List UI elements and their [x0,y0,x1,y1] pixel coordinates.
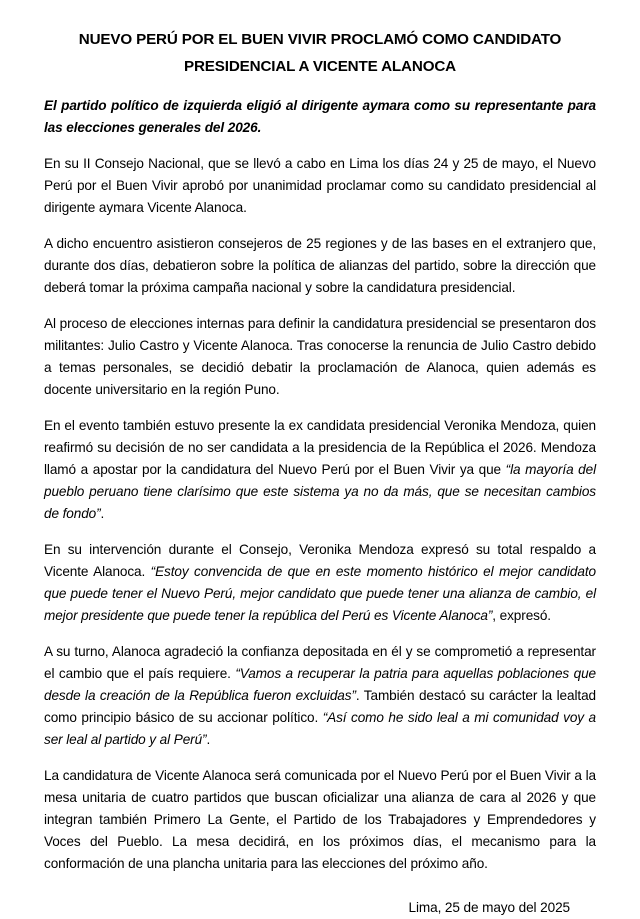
paragraph-text: A dicho encuentro asistieron consejeros de 25 regiones y de las bases en el extranjero que, durante dos días, debatieron sobre la política de alianzas del partido, sobre la dirección que deberá tomar la próxima campaña nacional y sobre la candidatura presidencial. [44,236,596,295]
body-paragraph [44,539,596,627]
paragraph-text: . También destacó su carácter la lealtad como principio básico de su accionar político. [44,688,596,725]
quoted-statement: “Así como he sido leal a mi comunidad voy a ser leal al partido y al Perú” [44,710,596,747]
paragraph-text: . [100,506,105,521]
lead-paragraph: El partido político de izquierda eligió al dirigente aymara como su representante para las elecciones generales del 2026. [44,98,596,135]
body-paragraph [44,233,596,299]
quoted-statement: “la mayoría del pueblo peruano tiene clarísimo que este sistema ya no da más, que se necesitan cambios de fondo” [44,462,597,521]
dateline: Lima, 25 de mayo del 2025 [408,900,570,915]
article-body [44,153,596,875]
body-paragraph [44,313,596,401]
body-paragraph [44,765,596,875]
quoted-statement: “Estoy convencida de que en este momento histórico el mejor candidato que puede tener el Nuevo Perú, mejor candidato que puede tener una alianza de cambio, el mejor presidente que puede tener la república del Perú es Vicente Alanoca” [44,564,596,623]
paragraph-text: . [206,732,211,747]
page-title: NUEVO PERÚ POR EL BUEN VIVIR PROCLAMÓ COMO CANDIDATO PRESIDENCIAL A VICENTE ALANOCA [78,31,562,75]
paragraph-text: En su II Consejo Nacional, que se llevó a cabo en Lima los días 24 y 25 de mayo, el Nuevo Perú por el Buen Vivir aprobó por unanimidad proclamar como su candidato presidencial al dirigente aymara Vicente Alanoca. [44,156,596,215]
paragraph-text: La candidatura de Vicente Alanoca será comunicada por el Nuevo Perú por el Buen Vivir a la mesa unitaria de cuatro partidos que buscan oficializar una alianza de cara al 2026 y que integran también Primero La Gente, el Partido de los Trabajadores y Emprendedores y Voces del Pueblo. La mesa decidirá, en los próximos días, el mecanismo para la conformación de una plancha unitaria para las elecciones del próximo año. [44,768,596,871]
paragraph-text: Al proceso de elecciones internas para definir la candidatura presidencial se presentaron dos militantes: Julio Castro y Vicente Alanoca. Tras conocerse la renuncia de Julio Castro debido a temas personales, se decidió debatir la proclamación de Alanoca, quien además es docente universitario en la región Puno. [44,316,596,397]
paragraph-text: , expresó. [492,608,551,623]
body-paragraph [44,415,596,525]
paragraph-text: A su turno, Alanoca agradeció la confianza depositada en él y se comprometió a representar el cambio que el país requiere. [44,644,596,681]
quoted-statement: “Vamos a recuperar la patria para aquellas poblaciones que desde la creación de la República fueron excluidas” [44,666,596,703]
body-paragraph [44,641,596,751]
paragraph-text: En el evento también estuvo presente la ex candidata presidencial Veronika Mendoza, quien reafirmó su decisión de no ser candidata a la presidencia de la República el 2026. Mendoza llamó a apostar por la candidatura del Nuevo Perú por el Buen Vivir ya que [44,418,596,477]
body-paragraph [44,153,596,219]
paragraph-text: En su intervención durante el Consejo, Veronika Mendoza expresó su total respaldo a Vicente Alanoca. [44,542,596,579]
